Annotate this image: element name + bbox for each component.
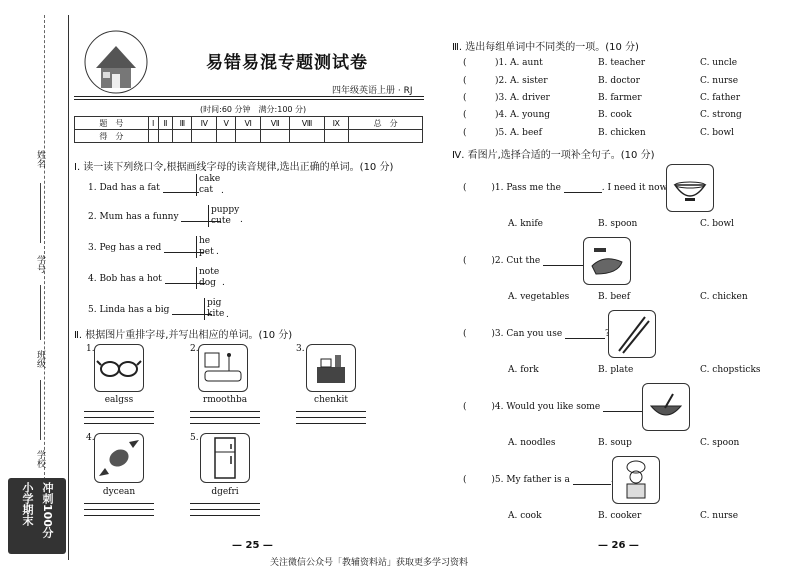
s1-q5 bbox=[88, 305, 212, 315]
s3-option-b: B. doctor bbox=[598, 76, 640, 86]
footer-note: 关注微信公众号「教辅资料站」获取更多学习资料 bbox=[270, 558, 469, 568]
answer-line[interactable] bbox=[84, 503, 154, 504]
answer-line[interactable] bbox=[84, 423, 154, 424]
s4-q1: ( )1. Pass me the . I need it now. bbox=[463, 183, 670, 193]
cut-line bbox=[44, 15, 45, 485]
option: cake bbox=[199, 174, 221, 184]
scrambled-word: dgefri bbox=[211, 487, 239, 497]
answer-line[interactable] bbox=[190, 411, 260, 412]
brand-text-2: 冲刺100分 bbox=[41, 482, 54, 538]
section-3-title: Ⅲ. 选出每组单词中不同类的一项。(10 分) bbox=[452, 42, 639, 53]
s3-option-b: B. teacher bbox=[598, 58, 646, 68]
option: note bbox=[199, 267, 220, 277]
section-2-title: Ⅱ. 根据图片重排字母,并写出相应的单词。(10 分) bbox=[74, 330, 293, 341]
option: puppy bbox=[211, 205, 240, 215]
candy-icon bbox=[94, 433, 144, 483]
s3-option-c: C. uncle bbox=[700, 58, 738, 68]
glasses-icon bbox=[94, 344, 144, 392]
s1-q4-options bbox=[196, 267, 219, 289]
s4-option-b: B. spoon bbox=[598, 219, 638, 229]
beef-icon bbox=[583, 237, 631, 285]
scrambled-word: chenkit bbox=[314, 395, 348, 405]
s3-option-a: )4. A. young bbox=[495, 110, 551, 120]
answer-blank[interactable] bbox=[573, 484, 611, 485]
option: cute bbox=[211, 216, 231, 226]
option: pig bbox=[207, 298, 222, 308]
s3-option-b: B. farmer bbox=[598, 93, 642, 103]
question-text: 4. Bob has a hot bbox=[88, 274, 162, 284]
answer-line[interactable] bbox=[190, 509, 260, 510]
header-rule-2 bbox=[74, 99, 424, 100]
score-table-header-row bbox=[75, 117, 423, 130]
soup-icon bbox=[642, 383, 690, 431]
answer-blank[interactable] bbox=[543, 265, 583, 266]
question-text: 1. Dad has a fat bbox=[88, 183, 160, 193]
s4-option-b: B. plate bbox=[598, 365, 634, 375]
sidebar-border bbox=[68, 15, 69, 560]
scrambled-word: rmoothba bbox=[202, 395, 248, 405]
period: . bbox=[240, 215, 243, 225]
option: kite bbox=[207, 309, 225, 319]
s4-option-a: A. noodles bbox=[508, 438, 556, 448]
s2-num: 4. bbox=[86, 433, 95, 443]
time-info: (时间:60 分钟 满分:100 分) bbox=[200, 105, 307, 114]
logo-house-icon bbox=[76, 24, 156, 96]
s1-q5-options bbox=[204, 298, 224, 320]
period: . bbox=[216, 247, 219, 257]
question-text: ? bbox=[643, 402, 648, 412]
score-cell[interactable] bbox=[192, 130, 217, 143]
bowl-icon bbox=[666, 164, 714, 212]
page-number-left: — 25 — bbox=[232, 540, 273, 551]
s3-option-c: C. strong bbox=[700, 110, 742, 120]
s1-q2 bbox=[88, 212, 221, 222]
s2-num: 5. bbox=[190, 433, 199, 443]
s4-option-c: C. chicken bbox=[700, 292, 748, 302]
table-cell: Ⅲ bbox=[173, 117, 192, 130]
score-table-score-row bbox=[75, 130, 423, 143]
cook-icon bbox=[612, 456, 660, 504]
question-text: )1. Pass me the bbox=[491, 183, 561, 193]
s4-option-c: C. bowl bbox=[700, 219, 735, 229]
answer-line[interactable] bbox=[190, 417, 260, 418]
table-cell: Ⅶ bbox=[261, 117, 290, 130]
answer-line[interactable] bbox=[296, 417, 366, 418]
table-cell: Ⅰ bbox=[148, 117, 158, 130]
period: . bbox=[226, 310, 229, 320]
table-cell: Ⅵ bbox=[236, 117, 261, 130]
score-cell[interactable] bbox=[158, 130, 173, 143]
s1-q3-options bbox=[196, 236, 214, 258]
table-cell: 题 号 bbox=[75, 117, 149, 130]
table-cell: Ⅷ bbox=[290, 117, 324, 130]
s3-row: ( bbox=[463, 58, 467, 68]
class-label: 班级 bbox=[35, 350, 45, 368]
answer-line[interactable] bbox=[190, 423, 260, 424]
answer-blank[interactable] bbox=[603, 411, 643, 412]
s3-option-a: )2. A. sister bbox=[495, 76, 548, 86]
period: . bbox=[221, 186, 224, 196]
brand-badge bbox=[8, 478, 66, 554]
score-cell[interactable] bbox=[261, 130, 290, 143]
s4-q5: ( )5. My father is a . bbox=[463, 475, 614, 485]
s1-q2-options bbox=[208, 205, 239, 227]
answer-line[interactable] bbox=[84, 515, 154, 516]
score-table bbox=[74, 116, 423, 143]
answer-line[interactable] bbox=[84, 509, 154, 510]
score-cell[interactable] bbox=[148, 130, 158, 143]
subtitle: 四年级英语上册 · RJ bbox=[332, 86, 413, 96]
question-text: 3. Peg has a red bbox=[88, 243, 162, 253]
chopsticks-icon bbox=[608, 310, 656, 358]
table-cell: 总 分 bbox=[349, 117, 423, 130]
s4-option-b: B. cooker bbox=[598, 511, 642, 521]
answer-line[interactable] bbox=[296, 423, 366, 424]
answer-line[interactable] bbox=[190, 515, 260, 516]
answer-line[interactable] bbox=[296, 411, 366, 412]
score-cell[interactable] bbox=[349, 130, 423, 143]
score-cell[interactable] bbox=[217, 130, 236, 143]
s4-option-a: A. fork bbox=[508, 365, 539, 375]
table-cell: Ⅴ bbox=[217, 117, 236, 130]
option: he bbox=[199, 236, 211, 246]
s2-num: 3. bbox=[296, 344, 305, 354]
s1-q1 bbox=[88, 183, 199, 193]
s3-option-c: C. nurse bbox=[700, 76, 739, 86]
option: pet bbox=[199, 247, 214, 257]
s3-option-a: )5. A. beef bbox=[495, 128, 542, 138]
question-text: 5. Linda has a big bbox=[88, 305, 170, 315]
fridge-icon bbox=[200, 433, 250, 483]
s2-num: 2. bbox=[190, 344, 199, 354]
question-text: . bbox=[610, 475, 614, 485]
s3-option-b: B. cook bbox=[598, 110, 632, 120]
s4-option-b: B. beef bbox=[598, 292, 631, 302]
s3-option-b: B. chicken bbox=[598, 128, 646, 138]
question-text: )5. My father is a bbox=[491, 475, 570, 485]
answer-blank[interactable] bbox=[163, 192, 199, 193]
s4-q4: ( )4. Would you like some ? bbox=[463, 402, 648, 412]
header-rule bbox=[74, 96, 424, 97]
s1-q3 bbox=[88, 243, 204, 253]
s3-option-c: C. bowl bbox=[700, 128, 735, 138]
class-line bbox=[40, 380, 41, 440]
answer-line[interactable] bbox=[84, 411, 154, 412]
table-cell: Ⅸ bbox=[324, 117, 349, 130]
id-line bbox=[40, 285, 41, 340]
question-text: )2. Cut the bbox=[491, 256, 541, 266]
score-cell[interactable] bbox=[236, 130, 261, 143]
option: dog bbox=[199, 278, 216, 288]
section-1-title: Ⅰ. 读一读下列绕口令,根据画线字母的读音规律,选出正确的单词。(10 分) bbox=[74, 162, 394, 173]
s3-row: ( bbox=[463, 93, 467, 103]
s3-option-a: )1. A. aunt bbox=[495, 58, 543, 68]
period: . bbox=[222, 278, 225, 288]
s4-option-a: A. vegetables bbox=[508, 292, 570, 302]
table-cell: 得 分 bbox=[75, 130, 149, 143]
school-label: 学校 bbox=[35, 450, 45, 468]
s2-num: 1. bbox=[86, 344, 95, 354]
student-id-label: 学号 bbox=[35, 255, 45, 273]
s3-option-a: )3. A. driver bbox=[495, 93, 550, 103]
scrambled-word: dycean bbox=[102, 487, 136, 497]
question-text: )4. Would you like some bbox=[491, 402, 601, 412]
question-text: . I need it now. bbox=[601, 183, 670, 193]
table-cell: Ⅱ bbox=[158, 117, 173, 130]
question-text: 2. Mum has a funny bbox=[88, 212, 179, 222]
s1-q1-options bbox=[196, 174, 220, 196]
s4-option-c: C. nurse bbox=[700, 511, 739, 521]
answer-blank[interactable] bbox=[564, 192, 602, 193]
score-cell[interactable] bbox=[173, 130, 192, 143]
answer-line[interactable] bbox=[84, 417, 154, 418]
s3-row: ( bbox=[463, 76, 467, 86]
answer-blank[interactable] bbox=[565, 338, 605, 339]
answer-line[interactable] bbox=[190, 503, 260, 504]
s3-row: ( bbox=[463, 110, 467, 120]
brand-text-1: 小学期末 bbox=[21, 482, 34, 526]
s4-option-a: A. knife bbox=[508, 219, 544, 229]
page-number-right: — 26 — bbox=[598, 540, 639, 551]
option: cat bbox=[199, 185, 214, 195]
score-cell[interactable] bbox=[290, 130, 324, 143]
s3-option-c: C. father bbox=[700, 93, 741, 103]
question-text: ? bbox=[605, 329, 610, 339]
bathroom-icon bbox=[198, 344, 248, 392]
score-cell[interactable] bbox=[324, 130, 349, 143]
scrambled-word: ealgss bbox=[104, 395, 134, 405]
s1-q4 bbox=[88, 274, 205, 284]
s4-q2: ( )2. Cut the . bbox=[463, 256, 586, 266]
s4-option-c: C. spoon bbox=[700, 438, 740, 448]
s4-q3: ( )3. Can you use ? bbox=[463, 329, 610, 339]
section-4-title: Ⅳ. 看图片,选择合适的一项补全句子。(10 分) bbox=[452, 150, 655, 161]
kitchen-icon bbox=[306, 344, 356, 392]
page-title: 易错易混专题测试卷 bbox=[206, 53, 368, 73]
s3-row: ( bbox=[463, 128, 467, 138]
s4-option-a: A. cook bbox=[508, 511, 542, 521]
question-text: )3. Can you use bbox=[491, 329, 563, 339]
name-label: 姓名 bbox=[35, 150, 45, 168]
name-line bbox=[40, 183, 41, 243]
question-text: . bbox=[583, 256, 586, 266]
s4-option-b: B. soup bbox=[598, 438, 632, 448]
table-cell: Ⅳ bbox=[192, 117, 217, 130]
s4-option-c: C. chopsticks bbox=[700, 365, 761, 375]
